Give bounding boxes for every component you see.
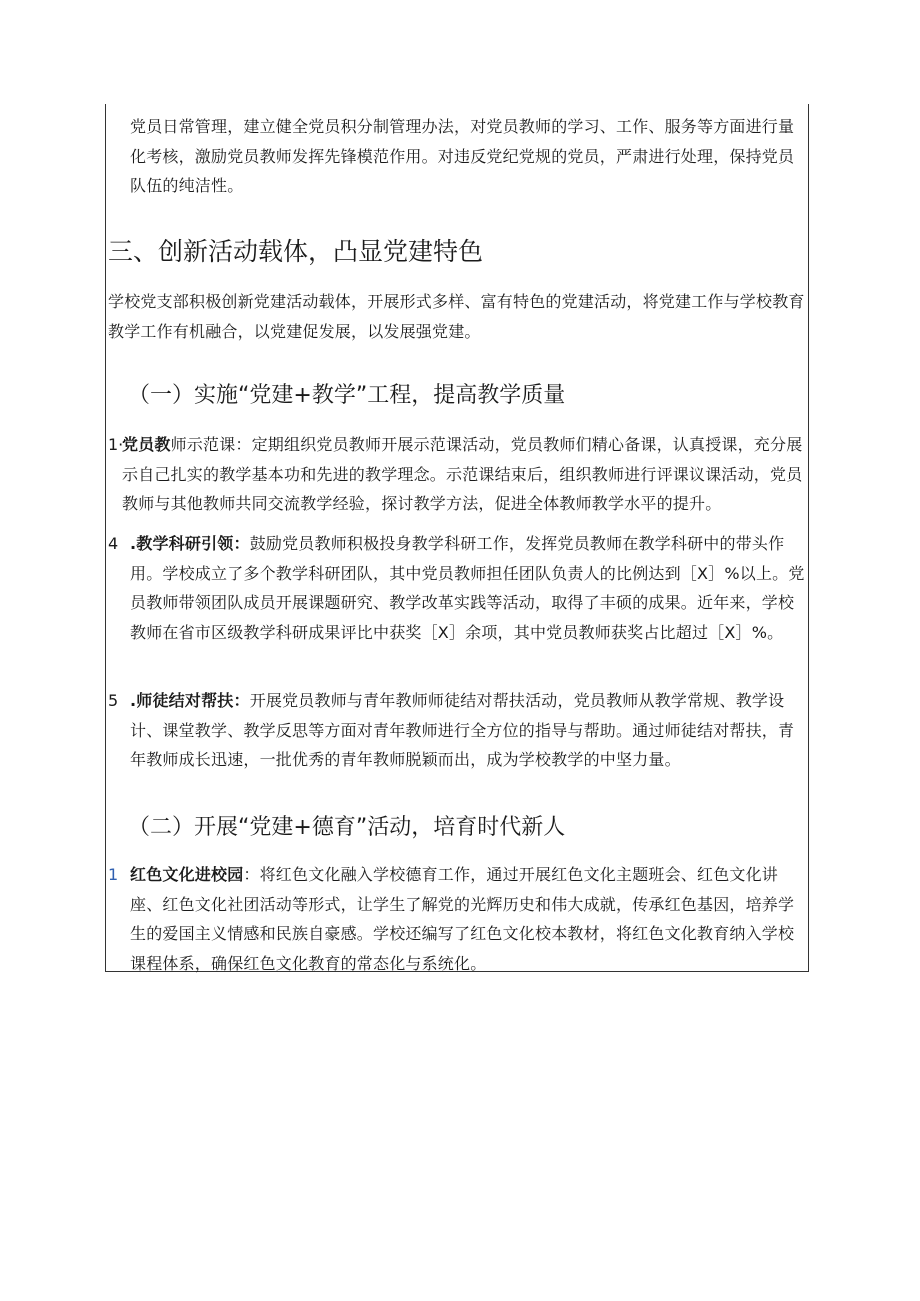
paragraph-top: 党员日常管理，建立健全党员积分制管理办法，对党员教师的学习、工作、服务等方面进行量化考核，激励党员教师发挥先锋模范作用。对违反党纪党规的党员，严肃进行处理，保持党员队伍的纯洁性。 [130,117,795,195]
list-item-body: ：将红色文化融入学校德育工作，通过开展红色文化主题班会、红色文化讲座、红色文化社团活动等形式，让学生了解党的光辉历史和伟大成就，传承红色基因，培养学生的爱国主义情感和民族自豪感。学校还编写了红色文化校本教材，将红色文化教育纳入学校课程体系，确保红色文化教育的常态化与系统化。 [130,865,795,973]
list-item-text [122,430,808,519]
list-item-number: 1 [108,865,119,884]
subsection-heading-1: （一）实施“党建+教学”工程，提高教学质量 [128,383,566,408]
list-item-text [130,686,808,775]
list-item-title: 党员教 [122,435,171,454]
list-item-text [130,860,808,978]
list-item [108,430,808,520]
list-item-number: 4 [108,534,119,553]
section-3-intro: 学校党支部积极创新党建活动载体，开展形式多样、富有特色的党建活动，将党建工作与学校教育教学工作有机融合，以党建促发展，以发展强党建。 [108,292,805,341]
list-item-number: 5 [108,691,119,710]
list-item-body: 开展党员教师与青年教师师徒结对帮扶活动，党员教师从教学常规、教学设计、课堂教学、教学反思等方面对青年教师进行全方位的指导与帮助。通过师徒结对帮扶，青年教师成长迅速，一批优秀的青年教师脱颖而出，成为学校教学的中坚力量。 [130,691,795,769]
list-item [108,860,808,980]
list-item-title: .师徒结对帮扶： [130,691,250,710]
list-item [108,529,808,679]
list-item-title: 红色文化进校园 [130,865,244,884]
list-item-text [130,529,808,647]
list-item-number: 1· [108,435,124,454]
list-item [108,686,808,776]
section-heading-3: 三、创新活动载体，凸显党建特色 [108,237,484,266]
subsection-heading-2: （二）开展“党建+德育”活动，培育时代新人 [128,815,566,840]
list-item-body: 师示范课：定期组织党员教师开展示范课活动，党员教师们精心备课，认真授课，充分展示自己扎实的教学基本功和先进的教学理念。示范课结束后，组织教师进行评课议课活动，党员教师与其他教师共同交流教学经验，探讨教学方法，促进全体教师教学水平的提升。 [122,435,803,513]
list-item-body: 鼓励党员教师积极投身教学科研工作，发挥党员教师在教学科研中的带头作用。学校成立了多个教学科研团队，其中党员教师担任团队负责人的比例达到［X］%以上。党员教师带领团队成员开展课题研究、教学改革实践等活动，取得了丰硕的成果。近年来，学校教师在省市区级教学科研成果评比中获奖［X］余项，其中党员教师获奖占比超过［X］%。 [130,534,805,642]
list-item-title: .教学科研引领： [130,534,250,553]
